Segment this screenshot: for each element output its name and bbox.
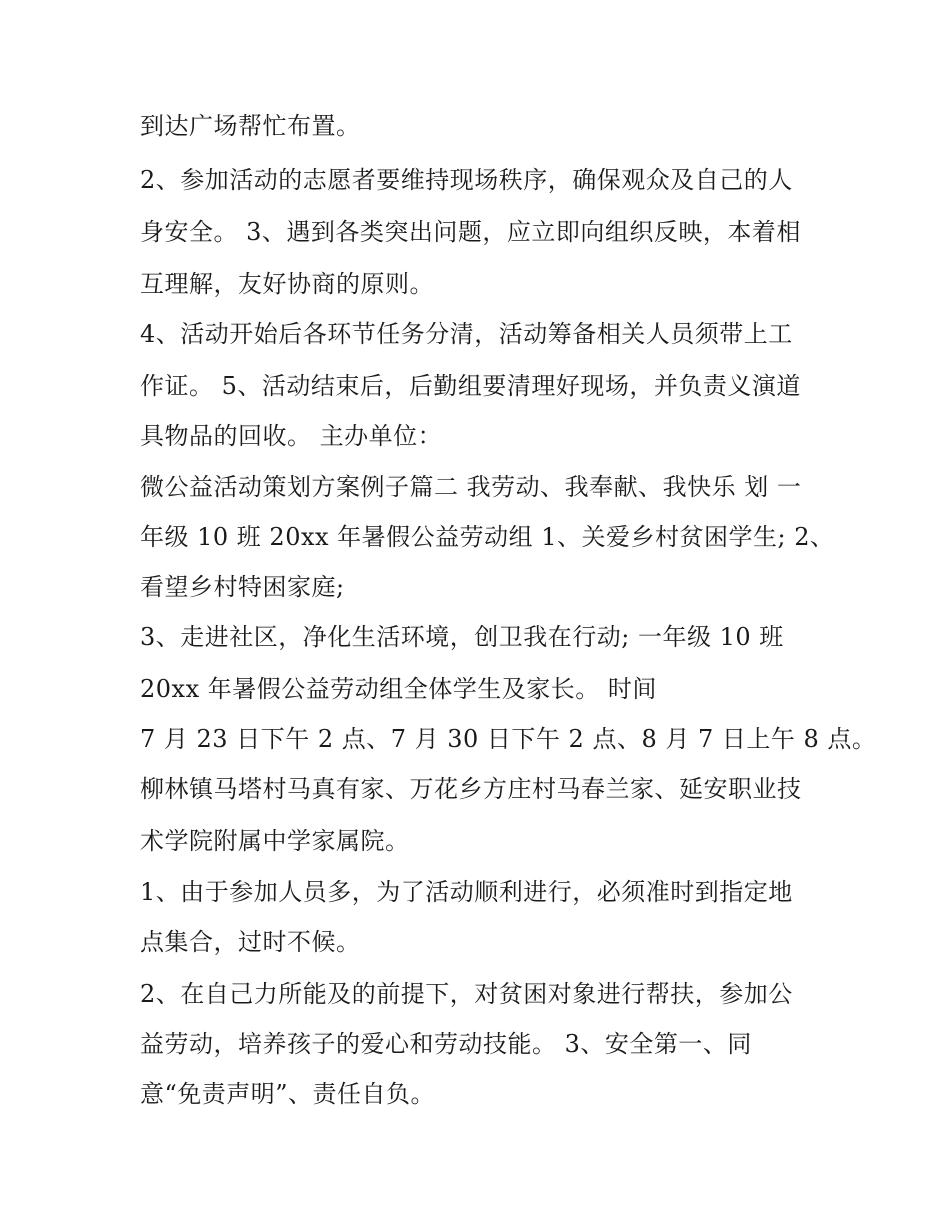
text-line: 柳林镇马塔村马真有家、万花乡方庄村马春兰家、延安职业技 — [140, 775, 802, 803]
text-line: 7 月 23 日下午 2 点、7 月 30 日下午 2 点、8 月 7 日上午 8 点。 — [140, 725, 877, 753]
text-line: 年级 10 班 20xx 年暑假公益劳动组 1、关爱乡村贫困学生; 2、 — [140, 523, 835, 551]
text-line: 到达广场帮忙布置。 — [140, 112, 361, 140]
text-line: 2、参加活动的志愿者要维持现场秩序，确保观众及自己的人 — [140, 166, 793, 194]
text-line: 2、在自己力所能及的前提下，对贫困对象进行帮扶，参加公 — [140, 980, 793, 1008]
text-line: 互理解，友好协商的原则。 — [140, 270, 434, 298]
text-line: 20xx 年暑假公益劳动组全体学生及家长。 时间 — [140, 675, 657, 703]
text-line: 具物品的回收。 主办单位： — [140, 422, 443, 450]
text-line: 1、由于参加人员多，为了活动顺利进行，必须准时到指定地 — [140, 878, 793, 906]
text-line: 意“免责声明”、责任自负。 — [140, 1080, 436, 1108]
text-line: 作证。 5、活动结束后，后勤组要清理好现场，并负责义演道 — [140, 372, 801, 400]
text-line: 点集合，过时不候。 — [140, 928, 361, 956]
text-line: 3、走进社区，净化生活环境，创卫我在行动; 一年级 10 班 — [140, 623, 784, 651]
text-line: 看望乡村特困家庭; — [140, 573, 345, 601]
text-line: 身安全。 3、遇到各类突出问题，应立即向组织反映，本着相 — [140, 218, 801, 246]
text-line: 微公益活动策划方案例子篇二 我劳动、我奉献、我快乐 划 一 — [140, 473, 802, 501]
text-line: 4、活动开始后各环节任务分清，活动筹备相关人员须带上工 — [140, 320, 793, 348]
text-line: 益劳动，培养孩子的爱心和劳动技能。 3、安全第一、同 — [140, 1030, 752, 1058]
text-line: 术学院附属中学家属院。 — [140, 827, 410, 855]
